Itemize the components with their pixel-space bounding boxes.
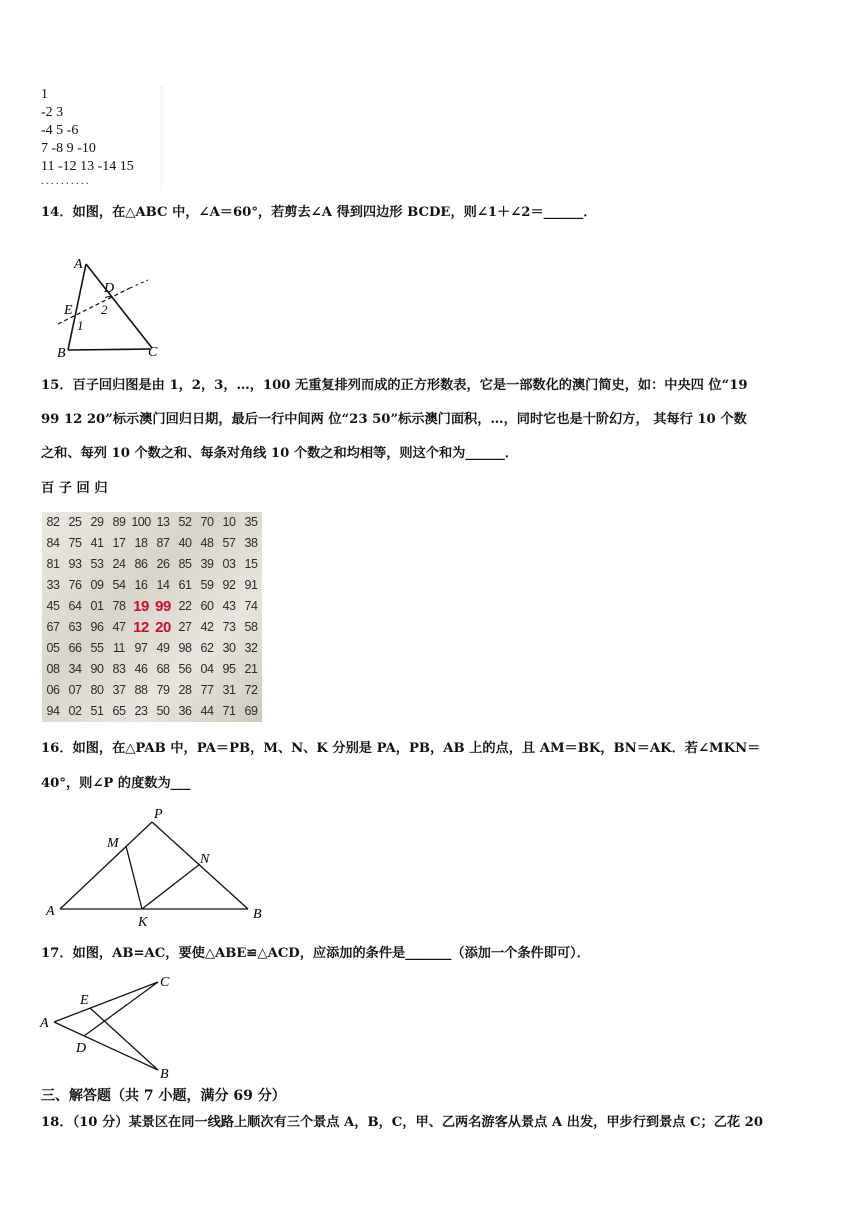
- grid-cell: 25: [68, 515, 82, 529]
- triangle-row: 7 -8 9 -10: [41, 141, 96, 156]
- grid-cell: 09: [90, 578, 104, 592]
- grid-cell: 14: [156, 578, 170, 592]
- label-2: 2: [101, 302, 108, 317]
- grid-cell: 81: [46, 557, 60, 571]
- label-N: N: [200, 852, 210, 867]
- grid-cell: 26: [156, 557, 170, 571]
- grid-cell: 27: [178, 620, 192, 634]
- grid-cell: 85: [178, 557, 192, 571]
- grid-cell: 83: [112, 662, 126, 676]
- grid-cell: 100: [131, 515, 151, 529]
- grid-cell: 88: [134, 683, 148, 697]
- grid-cell: 31: [222, 683, 236, 697]
- grid-cell: 74: [244, 599, 258, 613]
- grid-cell: 34: [68, 662, 82, 676]
- grid-cell: 01: [90, 599, 104, 613]
- number-triangle: [41, 86, 162, 190]
- label-A: A: [74, 257, 83, 272]
- grid-cell: 23: [134, 704, 148, 718]
- grid-cell: 46: [134, 662, 148, 676]
- grid-cell: 69: [244, 704, 258, 718]
- label-M: M: [107, 836, 119, 851]
- grid-cell: 44: [200, 704, 214, 718]
- grid-cell: 07: [68, 683, 82, 697]
- grid-cell: 24: [112, 557, 126, 571]
- grid-cell: 16: [134, 578, 148, 592]
- grid-cell: 28: [178, 683, 192, 697]
- grid-cell: 40: [178, 536, 192, 550]
- triangle-row: -4 5 -6: [41, 123, 79, 138]
- grid-cell: 97: [134, 641, 148, 655]
- grid-cell: 91: [244, 578, 258, 592]
- label-D: D: [104, 281, 115, 296]
- label-B: B: [57, 346, 66, 361]
- grid-cell: 60: [200, 599, 214, 613]
- grid-cell: 08: [46, 662, 60, 676]
- triangle-row: 11 -12 13 -14 15: [41, 159, 134, 174]
- grid-cell: 64: [68, 599, 82, 613]
- grid-cell: 47: [112, 620, 126, 634]
- question-16-line-2: 40°，则∠P 的度数为___: [41, 776, 191, 791]
- grid-cell: 58: [244, 620, 258, 634]
- grid-cell: 37: [112, 683, 126, 697]
- question-14-figure: [50, 252, 170, 362]
- grid-cell: 05: [46, 641, 60, 655]
- grid-cell: 35: [244, 515, 258, 529]
- grid-cell: 36: [178, 704, 192, 718]
- grid-cell: 49: [156, 641, 170, 655]
- grid-cell: 45: [46, 599, 60, 613]
- grid-cell: 99: [155, 598, 171, 615]
- grid-cell: 84: [46, 536, 60, 550]
- label-B: B: [160, 1067, 169, 1082]
- label-A: A: [46, 904, 55, 919]
- grid-cell: 96: [90, 620, 104, 634]
- label-D: D: [76, 1041, 87, 1056]
- grid-cell: 57: [222, 536, 236, 550]
- label-E: E: [64, 303, 73, 318]
- question-15-line-3: 之和、每列 10 个数之和、每条对角线 10 个数之和均相等，则这个和为______．: [41, 446, 519, 461]
- grid-cell: 95: [222, 662, 236, 676]
- question-17-figure: [36, 968, 186, 1083]
- grid-cell: 04: [200, 662, 214, 676]
- grid-cell: 76: [68, 578, 82, 592]
- grid-cell: 67: [46, 620, 60, 634]
- grid-cell: 52: [178, 515, 192, 529]
- grid-cell: 17: [112, 536, 126, 550]
- grid-cell: 38: [244, 536, 258, 550]
- grid-cell: 30: [222, 641, 236, 655]
- grid-cell: 61: [178, 578, 192, 592]
- grid-cell: 21: [244, 662, 258, 676]
- grid-cell: 20: [155, 619, 171, 636]
- grid-cell: 71: [222, 704, 236, 718]
- label-P: P: [154, 807, 163, 822]
- label-B: B: [253, 907, 262, 922]
- triangle-row: 1: [41, 87, 48, 102]
- grid-cell: 29: [90, 515, 104, 529]
- grid-cell: 92: [222, 578, 236, 592]
- grid-cell: 78: [112, 599, 126, 613]
- grid-cell: 73: [222, 620, 236, 634]
- grid-cell: 90: [90, 662, 104, 676]
- label-C: C: [160, 975, 170, 990]
- grid-cell: 18: [134, 536, 148, 550]
- grid-cell: 22: [178, 599, 192, 613]
- label-E: E: [80, 993, 89, 1008]
- grid-cell: 56: [178, 662, 192, 676]
- grid-cell: 12: [133, 619, 149, 636]
- question-18-text: 18．（10 分）某景区在同一线路上顺次有三个景点 A，B，C，甲、乙两名游客从景点 A 出发，甲步行到景点 C；乙花 20: [41, 1115, 764, 1130]
- grid-cell: 82: [46, 515, 60, 529]
- grid-cell: 75: [68, 536, 82, 550]
- grid-cell: 11: [113, 641, 125, 655]
- grid-cell: 68: [156, 662, 170, 676]
- grid-row: [42, 701, 262, 722]
- grid-row: [42, 638, 262, 659]
- grid-cell: 62: [200, 641, 214, 655]
- grid-cell: 13: [156, 515, 170, 529]
- grid-cell: 48: [200, 536, 214, 550]
- magic-square-image: [42, 512, 262, 722]
- grid-cell: 98: [178, 641, 192, 655]
- grid-row: [42, 617, 262, 638]
- grid-row: [42, 554, 262, 575]
- grid-cell: 86: [134, 557, 148, 571]
- question-15-line-1: 15．百子回归图是由 1，2，3，…，100 无重复排列而成的正方形数表，它是一部数化的澳门简史，如：中央四 位“19: [41, 378, 748, 393]
- grid-row: [42, 659, 262, 680]
- grid-row: [42, 680, 262, 701]
- grid-row: [42, 533, 262, 554]
- grid-cell: 89: [112, 515, 126, 529]
- grid-cell: 53: [90, 557, 104, 571]
- grid-cell: 54: [112, 578, 126, 592]
- grid-cell: 19: [133, 598, 149, 615]
- grid-cell: 02: [68, 704, 82, 718]
- label-1: 1: [77, 318, 84, 333]
- grid-row: [42, 596, 262, 617]
- grid-cell: 66: [68, 641, 82, 655]
- grid-cell: 06: [46, 683, 60, 697]
- question-16-line-1: 16．如图，在△PAB 中，PA＝PB，M、N、K 分别是 PA，PB，AB 上的点，且 AM＝BK，BN＝AK．若∠MKN＝: [41, 741, 761, 756]
- question-16-figure: [40, 802, 280, 930]
- question-17-text: 17．如图，AB=AC，要使△ABE≌△ACD，应添加的条件是_______（添加一个条件即可）．: [41, 946, 590, 961]
- grid-cell: 55: [90, 641, 104, 655]
- grid-cell: 70: [200, 515, 214, 529]
- grid-cell: 72: [244, 683, 258, 697]
- figure-title: 百 子 回 归: [41, 481, 108, 496]
- grid-cell: 42: [200, 620, 214, 634]
- grid-row: [42, 575, 262, 596]
- grid-cell: 65: [112, 704, 126, 718]
- label-A: A: [40, 1016, 49, 1031]
- grid-cell: 15: [244, 557, 258, 571]
- triangle-row: . . . . . . . . . .: [41, 176, 89, 187]
- grid-cell: 50: [156, 704, 170, 718]
- grid-cell: 32: [244, 641, 258, 655]
- grid-cell: 10: [222, 515, 236, 529]
- grid-cell: 33: [46, 578, 60, 592]
- label-K: K: [138, 915, 148, 930]
- grid-cell: 77: [200, 683, 214, 697]
- grid-cell: 93: [68, 557, 82, 571]
- question-15-line-2: 99 12 20”标示澳门回归日期，最后一行中间两 位“23 50”标示澳门面积，…，同时它也是十阶幻方， 其每行 10 个数: [41, 412, 747, 427]
- grid-cell: 43: [222, 599, 236, 613]
- grid-cell: 59: [200, 578, 214, 592]
- grid-cell: 63: [68, 620, 82, 634]
- question-14-text: 14．如图，在△ABC 中，∠A＝60°，若剪去∠A 得到四边形 BCDE，则∠1＋∠2＝______．: [41, 205, 597, 220]
- grid-cell: 03: [222, 557, 236, 571]
- grid-cell: 94: [46, 704, 60, 718]
- grid-cell: 87: [156, 536, 170, 550]
- grid-row: [42, 512, 262, 533]
- triangle-row: -2 3: [41, 105, 64, 120]
- grid-cell: 51: [90, 704, 104, 718]
- label-C: C: [148, 345, 158, 360]
- section-3-heading: 三、解答题（共 7 小题，满分 69 分）: [41, 1088, 286, 1104]
- grid-cell: 80: [90, 683, 104, 697]
- grid-cell: 79: [156, 683, 170, 697]
- grid-cell: 41: [90, 536, 104, 550]
- grid-cell: 39: [200, 557, 214, 571]
